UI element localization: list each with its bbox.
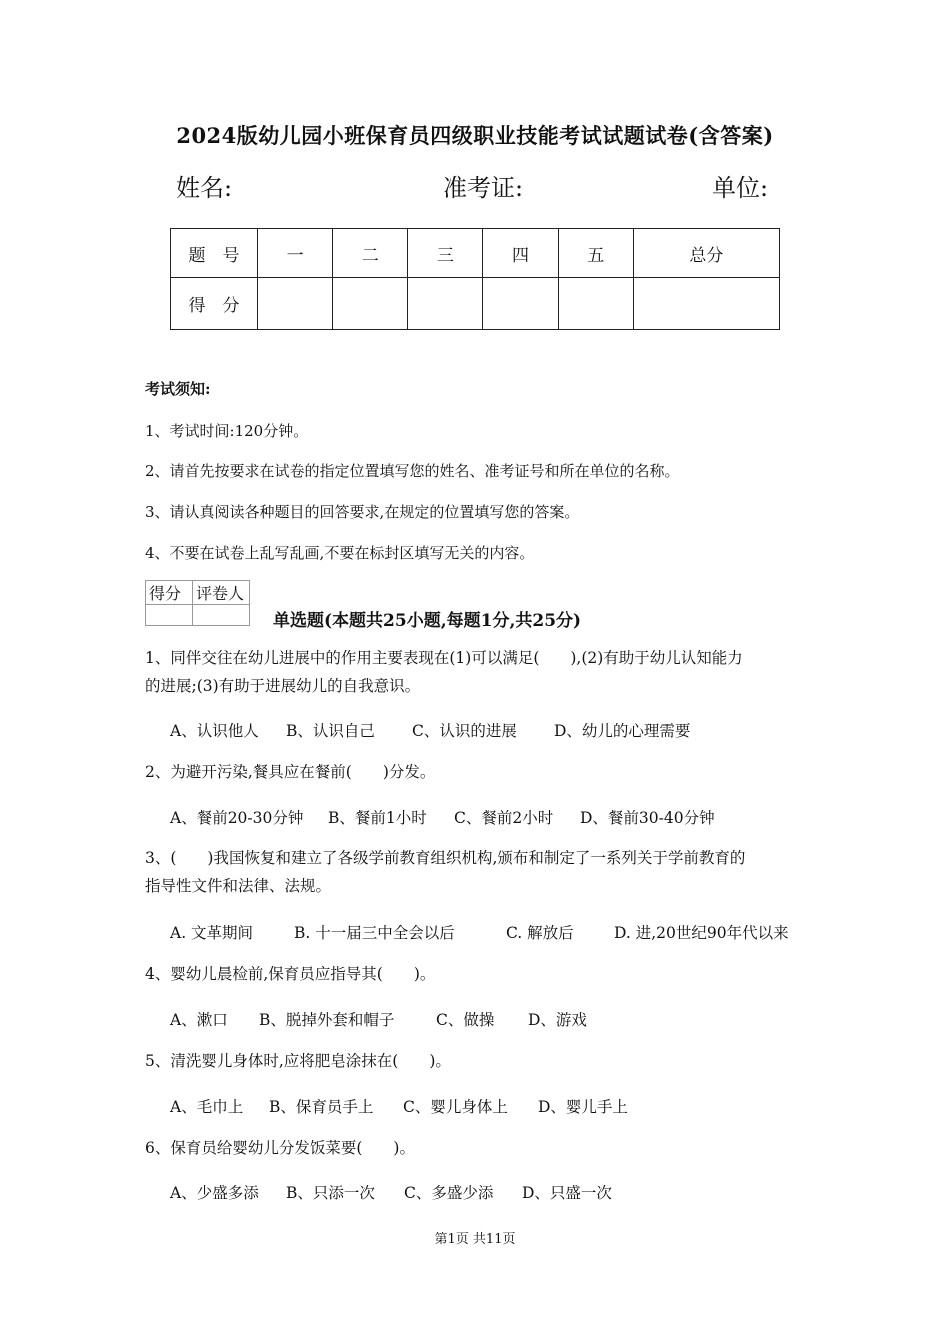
score-table [170, 228, 780, 330]
option: D、幼儿的心理需要 [554, 722, 691, 740]
score-cell [483, 278, 558, 330]
score-row-label: 得 分 [171, 278, 258, 330]
option: A、认识他人 [170, 722, 259, 740]
option: B、脱掉外套和帽子 [259, 1011, 395, 1029]
option: A、毛巾上 [170, 1098, 244, 1116]
section-title: 单选题(本题共25小题,每题1分,共25分) [273, 611, 582, 631]
score-header-cell: 五 [558, 229, 633, 278]
grader-box [145, 580, 250, 626]
score-cell [258, 278, 333, 330]
option: A. 文革期间 [170, 924, 254, 942]
grader-reviewer-cell [193, 605, 250, 626]
question-line: 指导性文件和法律、法规。 [145, 877, 332, 895]
question-5 [145, 1047, 451, 1075]
question-6 [145, 1134, 415, 1162]
question-line: 1、同伴交往在幼儿进展中的作用主要表现在(1)可以满足( ),(2)有助于幼儿认知能力 [145, 649, 743, 667]
score-table-header-row [171, 229, 780, 278]
question-line: 的进展;(3)有助于进展幼儿的自我意识。 [145, 677, 421, 695]
option: A、漱口 [170, 1011, 228, 1029]
option: C、婴儿身体上 [403, 1098, 508, 1116]
option: C. 解放后 [506, 924, 574, 942]
question-2 [145, 758, 435, 786]
score-header-cell: 二 [333, 229, 408, 278]
score-table-score-row [171, 278, 780, 330]
option: A、餐前20-30分钟 [170, 809, 304, 827]
score-cell [333, 278, 408, 330]
grader-score-cell [146, 605, 193, 626]
option: B、餐前1小时 [328, 809, 427, 827]
option: C、餐前2小时 [454, 809, 554, 827]
unit-field-label: 单位: [712, 174, 769, 202]
question-line: 3、( )我国恢复和建立了各级学前教育组织机构,颁布和制定了一系列关于学前教育的 [145, 849, 746, 867]
exam-id-field-label: 准考证: [443, 174, 524, 202]
candidate-fields [0, 168, 950, 208]
note-item: 2、请首先按要求在试卷的指定位置填写您的姓名、准考证号和所在单位的名称。 [145, 462, 680, 480]
question-4 [145, 960, 435, 988]
option: B. 十一届三中全会以后 [294, 924, 455, 942]
question-line: 4、婴幼儿晨检前,保育员应指导其( )。 [145, 965, 436, 983]
option: D、游戏 [528, 1011, 587, 1029]
score-cell [558, 278, 633, 330]
question-5-options [170, 1095, 628, 1117]
question-1 [145, 644, 743, 700]
option: C、认识的进展 [412, 722, 517, 740]
score-header-cell: 四 [483, 229, 558, 278]
option: C、多盛少添 [404, 1184, 494, 1202]
option: B、保育员手上 [269, 1098, 374, 1116]
question-3-options [170, 921, 789, 943]
grader-score-label: 得分 [146, 581, 193, 605]
option: B、认识自己 [286, 722, 375, 740]
option: C、做操 [436, 1011, 495, 1029]
option: D、餐前30-40分钟 [580, 809, 715, 827]
question-1-options [170, 719, 690, 741]
question-line: 6、保育员给婴幼儿分发饭菜要( )。 [145, 1139, 415, 1157]
score-header-cell: 一 [258, 229, 333, 278]
question-line: 2、为避开污染,餐具应在餐前( )分发。 [145, 763, 436, 781]
score-cell [408, 278, 483, 330]
grader-reviewer-label: 评卷人 [193, 581, 250, 605]
score-header-cell: 题 号 [171, 229, 258, 278]
question-2-options [170, 806, 715, 828]
document-title: 2024版幼儿园小班保育员四级职业技能考试试题试卷(含答案) [176, 123, 774, 148]
note-item: 1、考试时间:120分钟。 [145, 422, 309, 440]
score-header-cell: 三 [408, 229, 483, 278]
question-6-options [170, 1181, 612, 1203]
page-footer: 第1页 共11页 [434, 1232, 516, 1247]
option: D、婴儿手上 [538, 1098, 628, 1116]
notes-title: 考试须知: [145, 380, 211, 398]
score-cell [633, 278, 779, 330]
score-header-cell: 总分 [633, 229, 779, 278]
option: D、只盛一次 [522, 1184, 612, 1202]
option: A、少盛多添 [170, 1184, 259, 1202]
question-line: 5、清洗婴儿身体时,应将肥皂涂抹在( )。 [145, 1052, 451, 1070]
note-item: 3、请认真阅读各种题目的回答要求,在规定的位置填写您的答案。 [145, 503, 580, 521]
question-4-options [170, 1008, 587, 1030]
option: D. 进,20世纪90年代以来 [614, 924, 789, 942]
option: B、只添一次 [286, 1184, 375, 1202]
question-3 [145, 844, 745, 900]
name-field-label: 姓名: [176, 174, 233, 202]
note-item: 4、不要在试卷上乱写乱画,不要在标封区填写无关的内容。 [145, 544, 535, 562]
